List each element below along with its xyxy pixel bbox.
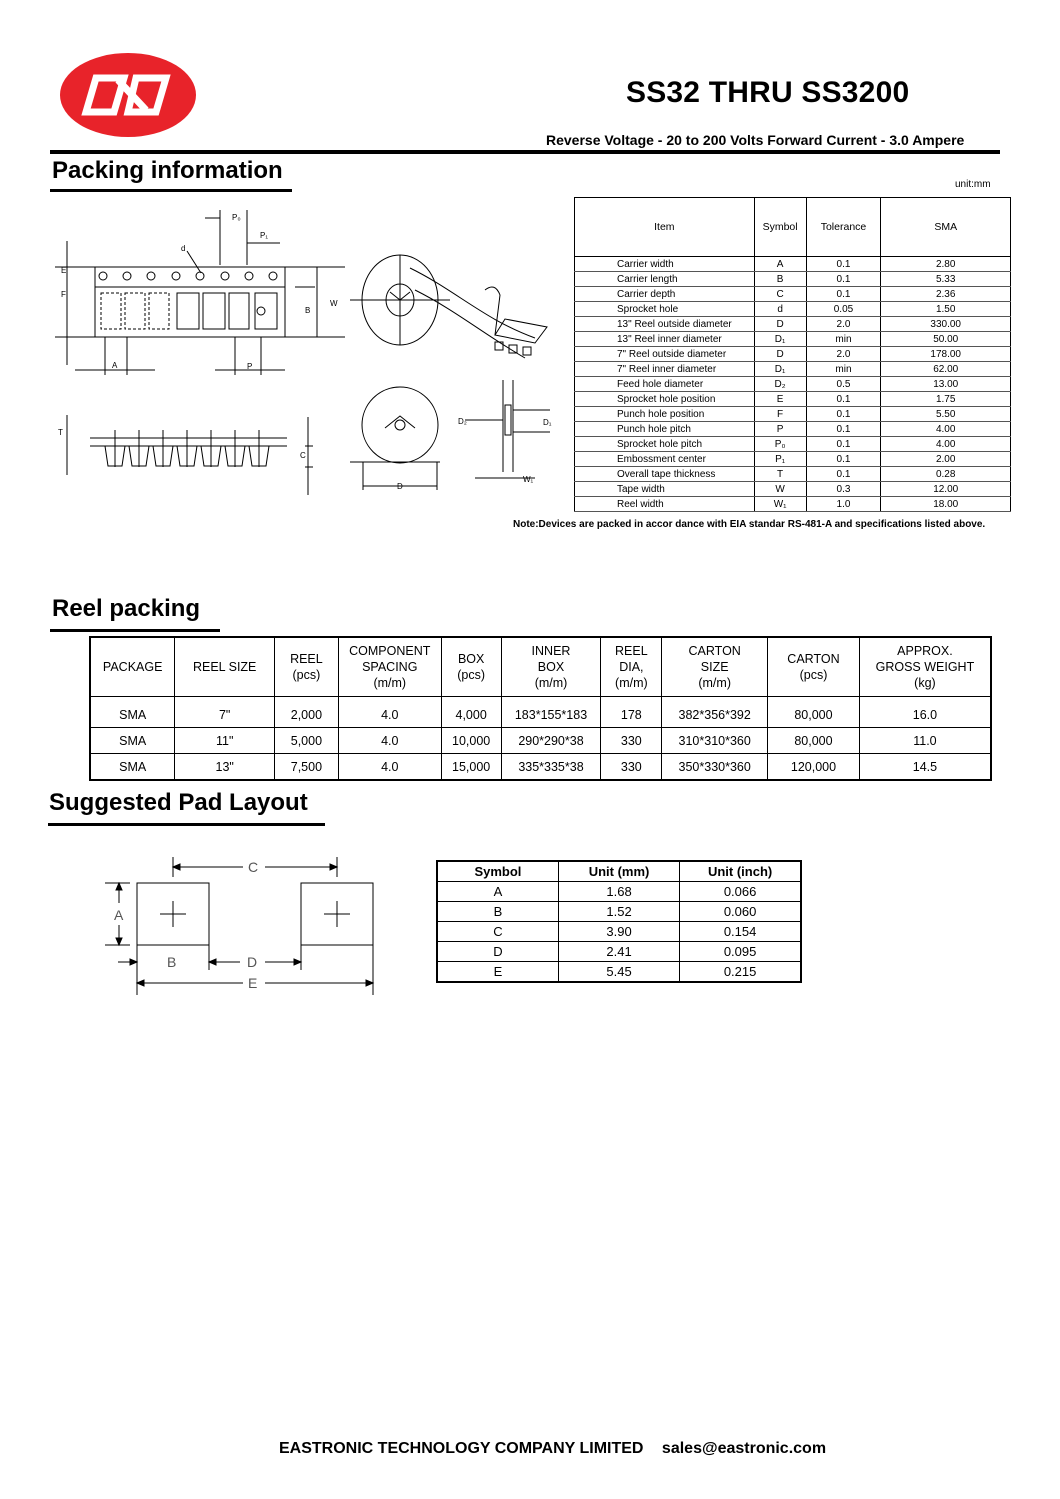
reel-cell: 4.0 — [338, 697, 441, 728]
pad-cell: 2.41 — [558, 942, 679, 962]
packing-info-row — [575, 377, 1011, 392]
reel-packing-table — [89, 636, 992, 781]
cell-symbol: A — [754, 257, 806, 272]
cell-item: Carrier depth — [575, 287, 755, 302]
cell-sma: 5.50 — [881, 407, 1011, 422]
packing-info-row — [575, 317, 1011, 332]
pad-cell: 0.095 — [680, 942, 801, 962]
reel-header-line: (m/m) — [534, 676, 568, 690]
cell-sma: 62.00 — [881, 362, 1011, 377]
cell-tolerance: 0.1 — [806, 392, 881, 407]
label-d1: D₁ — [543, 418, 552, 427]
cell-sma: 2.36 — [881, 287, 1011, 302]
cell-symbol: D₂ — [754, 377, 806, 392]
reel-cell: 350*330*360 — [662, 754, 768, 781]
reel-header-line: (pcs) — [799, 668, 828, 682]
pad-cell: 3.90 — [558, 922, 679, 942]
reel-header-line: (pcs) — [292, 668, 321, 682]
reel-cell: 80,000 — [768, 697, 860, 728]
label-w1: W₁ — [523, 475, 534, 484]
packing-info-row — [575, 452, 1011, 467]
reel-header-line: CARTON — [787, 652, 840, 666]
packing-info-row — [575, 302, 1011, 317]
unit-label: unit:mm — [955, 179, 991, 190]
label-f: F — [61, 290, 66, 299]
cell-item: Feed hole diameter — [575, 377, 755, 392]
pad-layout-diagram — [100, 855, 390, 1000]
reel-cell: 335*335*38 — [501, 754, 601, 781]
cell-sma: 5.33 — [881, 272, 1011, 287]
reel-cell: SMA — [90, 728, 175, 754]
col-tolerance: Tolerance — [806, 198, 881, 257]
cell-symbol: T — [754, 467, 806, 482]
reel-header-line: COMPONENT — [349, 644, 431, 658]
company-logo — [58, 50, 198, 140]
cell-item: Sprocket hole — [575, 302, 755, 317]
reel-cell: 13" — [175, 754, 275, 781]
packing-info-row — [575, 362, 1011, 377]
packing-info-row — [575, 467, 1011, 482]
packing-info-heading: Packing information — [52, 157, 283, 184]
reel-header-cell — [768, 637, 860, 697]
cell-symbol: D — [754, 317, 806, 332]
pad-cell: B — [437, 902, 558, 922]
reel-cell: 178 — [601, 697, 662, 728]
label-p1: P₁ — [260, 231, 269, 240]
label-w: W — [330, 299, 338, 308]
cell-tolerance: 0.1 — [806, 437, 881, 452]
cell-tolerance: 2.0 — [806, 347, 881, 362]
cell-sma: 2.80 — [881, 257, 1011, 272]
pad-col-inch: Unit (inch) — [680, 861, 801, 882]
reel-cell: 11.0 — [859, 728, 991, 754]
pad-cell: A — [437, 882, 558, 902]
reel-header-line: REEL — [615, 644, 648, 658]
col-symbol: Symbol — [754, 198, 806, 257]
cell-symbol: P — [754, 422, 806, 437]
reel-header-line: APPROX. — [897, 644, 953, 658]
reel-cell: 120,000 — [768, 754, 860, 781]
reel-header-line: BOX — [537, 660, 565, 674]
pad-layout-underline — [48, 823, 325, 826]
cell-sma: 12.00 — [881, 482, 1011, 497]
cell-symbol: W — [754, 482, 806, 497]
reel-diagram — [345, 250, 560, 500]
cell-tolerance: 2.0 — [806, 317, 881, 332]
pad-cell: 0.154 — [680, 922, 801, 942]
reel-header-cell — [501, 637, 601, 697]
reel-row — [90, 754, 991, 781]
pad-label-c: C — [248, 859, 259, 875]
reel-cell: 310*310*360 — [662, 728, 768, 754]
reel-row — [90, 728, 991, 754]
cell-sma: 0.28 — [881, 467, 1011, 482]
pad-cell: 1.68 — [558, 882, 679, 902]
reel-cell: 15,000 — [441, 754, 501, 781]
cell-sma: 4.00 — [881, 437, 1011, 452]
pad-row — [437, 942, 801, 962]
cell-symbol: B — [754, 272, 806, 287]
reel-cell: 4.0 — [338, 754, 441, 781]
pad-dimension-table — [436, 860, 802, 983]
reel-cell: 4,000 — [441, 697, 501, 728]
cell-item: 13" Reel outside diameter — [575, 317, 755, 332]
cell-tolerance: 0.1 — [806, 467, 881, 482]
reel-cell: 2,000 — [274, 697, 338, 728]
reel-cell: 10,000 — [441, 728, 501, 754]
packing-info-row — [575, 272, 1011, 287]
pad-cell: E — [437, 962, 558, 983]
cell-symbol: E — [754, 392, 806, 407]
reel-packing-underline — [50, 629, 220, 632]
reel-header-line: CARTON — [688, 644, 741, 658]
packing-info-row — [575, 482, 1011, 497]
cell-item: Carrier width — [575, 257, 755, 272]
reel-header-line: REEL SIZE — [192, 660, 257, 674]
cell-tolerance: min — [806, 332, 881, 347]
cell-symbol: D₁ — [754, 362, 806, 377]
cell-symbol: D₁ — [754, 332, 806, 347]
reel-cell: 382*356*392 — [662, 697, 768, 728]
cell-tolerance: min — [806, 362, 881, 377]
cell-item: Tape width — [575, 482, 755, 497]
reel-cell: SMA — [90, 754, 175, 781]
cell-sma: 2.00 — [881, 452, 1011, 467]
cell-tolerance: 0.1 — [806, 272, 881, 287]
reel-header-cell — [274, 637, 338, 697]
reel-header-cell — [90, 637, 175, 697]
reel-row — [90, 697, 991, 728]
label-b: B — [305, 306, 311, 315]
cell-symbol: P₁ — [754, 452, 806, 467]
cell-tolerance: 0.1 — [806, 422, 881, 437]
col-item: Item — [575, 198, 755, 257]
pad-label-d: D — [247, 954, 258, 970]
reel-header-cell — [859, 637, 991, 697]
reel-cell: 330 — [601, 754, 662, 781]
reel-header-line: DIA, — [619, 660, 644, 674]
label-d2: D₂ — [458, 417, 467, 426]
cell-tolerance: 0.1 — [806, 452, 881, 467]
pad-cell: 0.215 — [680, 962, 801, 983]
col-sma: SMA — [881, 198, 1011, 257]
reel-header-cell — [662, 637, 768, 697]
reel-header-line: REEL — [290, 652, 323, 666]
label-reel-d: D — [397, 482, 403, 491]
cell-symbol: C — [754, 287, 806, 302]
reel-cell: 290*290*38 — [501, 728, 601, 754]
reel-header-line: BOX — [457, 652, 485, 666]
label-p0: P₀ — [232, 213, 241, 222]
cell-item: Sprocket hole pitch — [575, 437, 755, 452]
pad-col-mm: Unit (mm) — [558, 861, 679, 882]
packing-info-row — [575, 497, 1011, 512]
cell-sma: 50.00 — [881, 332, 1011, 347]
reel-cell: 11" — [175, 728, 275, 754]
pad-cell: D — [437, 942, 558, 962]
cell-sma: 178.00 — [881, 347, 1011, 362]
pad-label-b: B — [167, 954, 177, 970]
cell-tolerance: 0.1 — [806, 257, 881, 272]
reel-cell: 14.5 — [859, 754, 991, 781]
pad-cell: 5.45 — [558, 962, 679, 983]
cell-tolerance: 0.1 — [806, 287, 881, 302]
reel-header-cell — [601, 637, 662, 697]
page-title: SS32 THRU SS3200 — [626, 76, 910, 109]
packing-info-row — [575, 422, 1011, 437]
cell-item: Sprocket hole position — [575, 392, 755, 407]
cell-sma: 1.50 — [881, 302, 1011, 317]
cell-tolerance: 0.3 — [806, 482, 881, 497]
pad-col-symbol: Symbol — [437, 861, 558, 882]
reel-cell: 4.0 — [338, 728, 441, 754]
reel-cell: 183*155*183 — [501, 697, 601, 728]
reel-header-line: (m/m) — [698, 676, 731, 690]
packing-info-row — [575, 287, 1011, 302]
cell-item: Reel width — [575, 497, 755, 512]
pad-label-a: A — [114, 907, 124, 923]
pad-row — [437, 962, 801, 983]
packing-info-row — [575, 332, 1011, 347]
reel-packing-heading: Reel packing — [52, 595, 201, 622]
reel-header-cell — [338, 637, 441, 697]
cell-item: Embossment center — [575, 452, 755, 467]
label-e: E — [61, 266, 67, 275]
label-d: d — [181, 244, 186, 253]
pad-cell: 1.52 — [558, 902, 679, 922]
pad-cell: 0.066 — [680, 882, 801, 902]
carrier-tape-diagram — [55, 205, 355, 495]
cell-item: 7" Reel inner diameter — [575, 362, 755, 377]
cell-tolerance: 0.05 — [806, 302, 881, 317]
reel-header-cell — [175, 637, 275, 697]
cell-item: Overall tape thickness — [575, 467, 755, 482]
cell-item: 7" Reel outside diameter — [575, 347, 755, 362]
footer-company: EASTRONIC TECHNOLOGY COMPANY LIMITED — [279, 1440, 644, 1457]
packing-info-row — [575, 347, 1011, 362]
reel-header-line: (kg) — [914, 676, 936, 690]
packing-info-table — [574, 197, 1011, 512]
cell-tolerance: 0.5 — [806, 377, 881, 392]
pad-cell: 0.060 — [680, 902, 801, 922]
footer — [279, 1440, 826, 1458]
cell-item: Punch hole position — [575, 407, 755, 422]
pad-row — [437, 902, 801, 922]
reel-header-line: SPACING — [362, 660, 418, 674]
reel-cell: 7" — [175, 697, 275, 728]
page-subtitle: Reverse Voltage - 20 to 200 Volts Forward Current - 3.0 Ampere — [546, 132, 965, 148]
packing-info-row — [575, 392, 1011, 407]
cell-symbol: F — [754, 407, 806, 422]
reel-cell: 80,000 — [768, 728, 860, 754]
reel-header-line: (pcs) — [457, 668, 486, 682]
cell-symbol: d — [754, 302, 806, 317]
label-t: T — [58, 428, 63, 437]
header-rule — [50, 150, 1000, 154]
reel-header-line: GROSS WEIGHT — [875, 660, 975, 674]
cell-item: 13" Reel inner diameter — [575, 332, 755, 347]
label-a: A — [112, 361, 118, 370]
pad-layout-heading: Suggested Pad Layout — [49, 789, 308, 816]
footer-email[interactable]: sales@eastronic.com — [661, 1440, 827, 1457]
packing-info-row — [575, 407, 1011, 422]
cell-tolerance: 1.0 — [806, 497, 881, 512]
cell-symbol: P₀ — [754, 437, 806, 452]
reel-cell: 7,500 — [274, 754, 338, 781]
reel-header-line: (m/m) — [615, 676, 648, 690]
cell-symbol: W₁ — [754, 497, 806, 512]
packing-info-row — [575, 257, 1011, 272]
reel-cell: 16.0 — [859, 697, 991, 728]
cell-sma: 13.00 — [881, 377, 1011, 392]
reel-header-line: (m/m) — [373, 676, 407, 690]
cell-sma: 1.75 — [881, 392, 1011, 407]
reel-cell: 330 — [601, 728, 662, 754]
label-c: C — [300, 451, 306, 460]
reel-header-line: PACKAGE — [102, 660, 163, 674]
cell-sma: 4.00 — [881, 422, 1011, 437]
packing-info-underline — [50, 189, 292, 192]
cell-item: Punch hole pitch — [575, 422, 755, 437]
cell-sma: 330.00 — [881, 317, 1011, 332]
cell-sma: 18.00 — [881, 497, 1011, 512]
pad-label-e: E — [248, 975, 258, 991]
packing-note: Note:Devices are packed in accor dance with EIA standar RS-481-A and specifications listed above. — [513, 519, 986, 530]
packing-info-row — [575, 437, 1011, 452]
reel-header-line: SIZE — [700, 660, 729, 674]
cell-symbol: D — [754, 347, 806, 362]
reel-cell: 5,000 — [274, 728, 338, 754]
reel-cell: SMA — [90, 697, 175, 728]
pad-row — [437, 882, 801, 902]
cell-item: Carrier length — [575, 272, 755, 287]
pad-cell: C — [437, 922, 558, 942]
cell-tolerance: 0.1 — [806, 407, 881, 422]
pad-row — [437, 922, 801, 942]
reel-header-cell — [441, 637, 501, 697]
reel-header-line: INNER — [531, 644, 571, 658]
label-p: P — [247, 362, 253, 371]
